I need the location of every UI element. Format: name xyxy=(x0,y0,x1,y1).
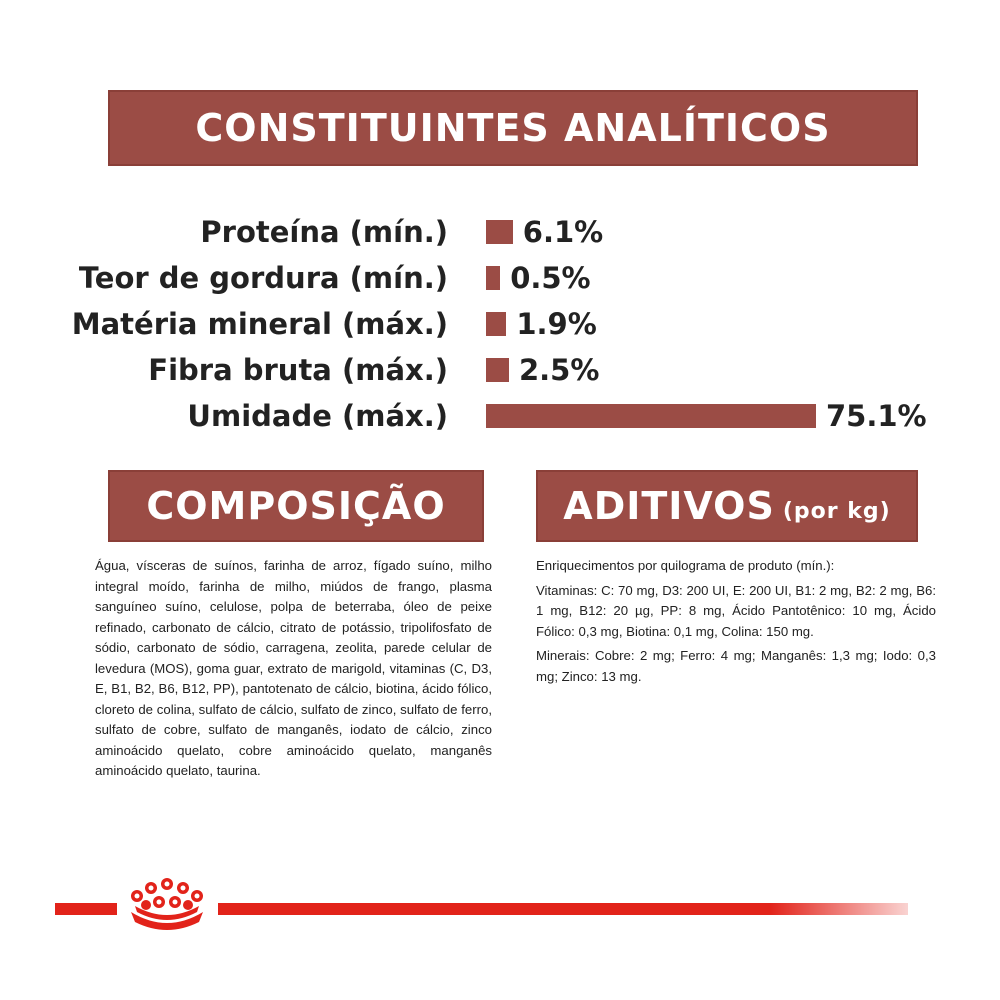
nutrient-bar xyxy=(486,220,513,244)
footer-red-line-right xyxy=(218,903,908,915)
nutrient-row xyxy=(0,350,1000,390)
aditivos-vitaminas: Vitaminas: C: 70 mg, D3: 200 UI, E: 200 UI, B1: 2 mg, B2: 2 mg, B6: 1 mg, B12: 20 µg, PP: 8 mg, Ácido Pantotênico: 10 mg, Ácido Fólico: 0,3 mg, Biotina: 0,1 mg, Colina: 150 mg. xyxy=(536,582,936,639)
constituintes-analiticos-header xyxy=(108,90,918,166)
aditivos-title: ADITIVOS xyxy=(563,484,775,528)
nutrient-value: 1.9% xyxy=(516,307,597,341)
nutrient-label: Fibra bruta (máx.) xyxy=(148,353,448,387)
footer-red-line-left xyxy=(55,903,117,915)
composicao-title: COMPOSIÇÃO xyxy=(146,484,446,528)
nutrient-label: Proteína (mín.) xyxy=(200,215,448,249)
nutrient-label: Umidade (máx.) xyxy=(187,399,448,433)
nutrient-value: 75.1% xyxy=(826,399,927,433)
aditivos-subtitle: (por kg) xyxy=(782,498,891,524)
nutrient-label: Teor de gordura (mín.) xyxy=(78,261,448,295)
composicao-text: Água, vísceras de suínos, farinha de arroz, fígado suíno, milho integral moído, farinha de milho, miúdos de frango, plasma sanguíneo suíno, celulose, polpa de beterraba, óleo de peixe refinado, carbonato de cálcio, citrato de potássio, tripolifosfato de sódio, carbonato de sódio, carragena, zeolita, parede celular de levedura (MOS), goma guar, extrato de marigold, vitaminas (C, D3, E, B1, B2, B6, B12, PP), pantotenato de cálcio, biotina, ácido fólico, cloreto de colina, sulfato de cálcio, sulfato de zinco, sulfato de ferro, sulfato de cobre, sulfato de manganês, iodato de cálcio, zinco aminoácido quelato, cobre aminoácido quelato, manganês aminoácido quelato, taurina. xyxy=(95,558,492,778)
nutrient-bar xyxy=(486,266,500,290)
nutrient-bar xyxy=(486,312,506,336)
composicao-header xyxy=(108,470,484,542)
royal-canin-crown-icon xyxy=(117,872,217,932)
aditivos-header xyxy=(536,470,918,542)
nutrient-value: 6.1% xyxy=(522,215,604,249)
nutrient-bar xyxy=(486,358,509,382)
nutrient-bar xyxy=(486,404,816,428)
nutrient-row xyxy=(0,258,1000,298)
aditivos-intro: Enriquecimentos por quilograma de produto (mín.): xyxy=(536,558,835,573)
aditivos-minerais: Minerais: Cobre: 2 mg; Ferro: 4 mg; Manganês: 1,3 mg; Iodo: 0,3 mg; Zinco: 13 mg. xyxy=(536,648,936,684)
nutrient-value: 2.5% xyxy=(518,353,600,387)
nutrient-value: 0.5% xyxy=(510,261,591,295)
nutrient-row xyxy=(0,212,1000,252)
aditivos-text xyxy=(536,556,936,691)
nutrient-label: Matéria mineral (máx.) xyxy=(71,307,448,341)
nutrient-row xyxy=(0,304,1000,344)
constituintes-title: CONSTITUINTES ANALÍTICOS xyxy=(195,106,831,150)
nutrient-row xyxy=(0,396,1000,436)
